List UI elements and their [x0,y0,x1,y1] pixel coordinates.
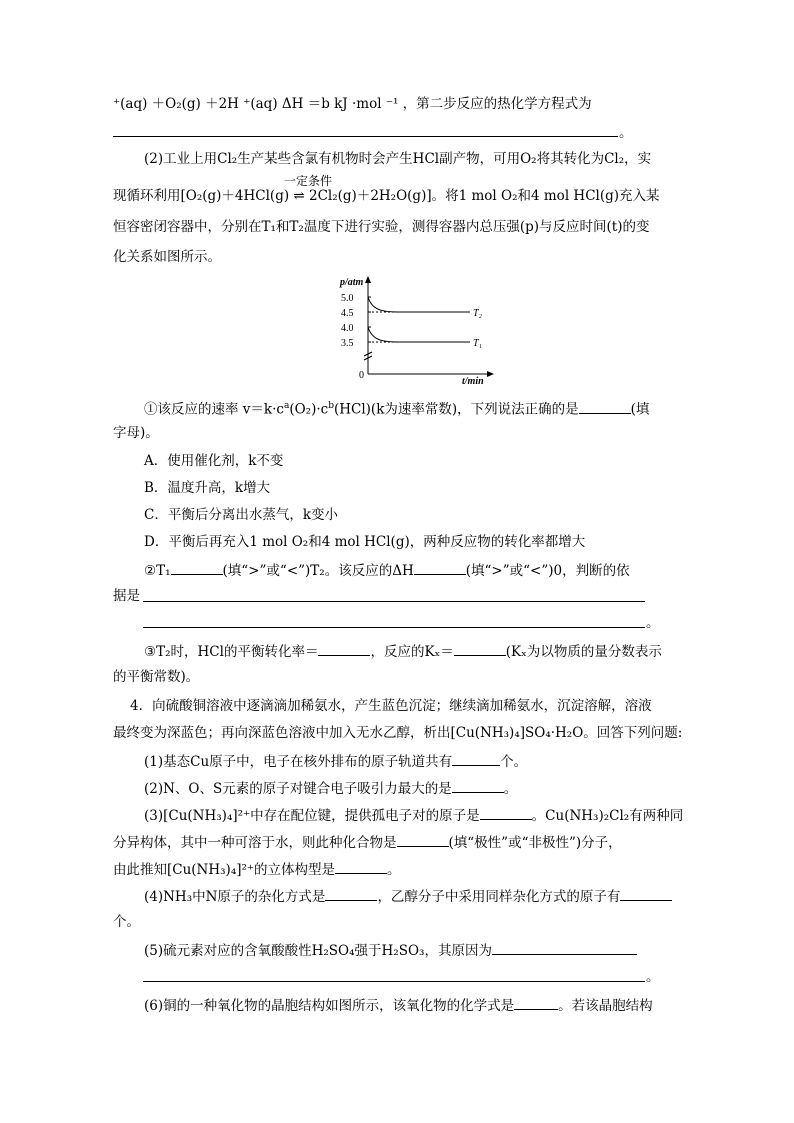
p4-q2-end: 。 [503,781,518,797]
q1-text-d: (填 [630,401,650,418]
y-tick-label: 4.5 [341,308,354,319]
q3-line1 [144,641,662,661]
p4-q1-end: 个。 [500,754,528,770]
option-c: C．平衡后分离出水蒸气，k变小 [144,507,339,523]
series-label: T₂ [473,308,483,319]
y-axis-label: p/atm [340,277,364,288]
q2-text-a: ②T₁ [144,563,171,579]
p4-q3-blank-3[interactable] [335,859,387,874]
q3-text-a: ③T₂时，HCl的平衡转化率＝ [144,644,319,660]
p4-q4-text-b: ，乙醇分子中采用同样杂化方式的原子有 [377,889,621,905]
q3-text-c: (Kₓ为以物质的量分数表示 [505,644,662,660]
p4-q3-text-e: 由此推知[Cu(NH₃)₄]²⁺的立体构型是 [113,862,336,878]
x-axis-arrow [487,371,494,377]
p4-q2-blank[interactable] [452,778,504,793]
answer-blank-equation[interactable] [113,136,618,137]
p4-q5-end: 。 [646,969,660,985]
p4-q3-text-a: (3)[Cu(NH₃)₄]²⁺中存在配位键，提供孤电子对的原子是 [144,808,480,824]
problem4-intro-1: 4．向硫酸铜溶液中逐滴滴加稀氨水，产生蓝色沉淀；继续滴加稀氨水，沉淀溶解，溶液 [130,698,652,714]
y-axis-arrow [365,276,371,283]
p4-q5-blank-1[interactable] [492,940,637,955]
q3-blank-2[interactable] [454,641,506,656]
option-d: D．平衡后再充入1 mol O₂和4 mol HCl(g)，两种反应物的转化率都增大 [144,534,586,550]
p4-q3-line2 [113,832,622,852]
option-b: B．温度升高，k增大 [144,480,271,496]
pressure-time-chart [330,272,500,392]
q1-line1: ①该反应的速率 $v=k\cdot c^a(O_2)\cdot c^b(HCl)(k$为速率常数)，下列说法正确的是 (填 [144,397,649,419]
q1-answer-blank[interactable] [579,399,631,414]
x-axis-label: t/min [462,376,484,387]
p4-q4-line1 [144,886,672,906]
p4-q6-text-b: 。若该晶胞结构 [558,998,653,1014]
p4-q4-blank-2[interactable] [620,886,672,901]
q1-text-a: ①该反应的速率 v＝k·c [144,401,284,418]
equation-line: ⁺(aq) ＋O₂(g) ＋2H ⁺(aq) ΔH ＝b kJ ·mol ⁻¹ ，第二步反应的热化学方程式为 [113,96,592,112]
p4-q3-text-b: 。Cu(NH₃)₂Cl₂有两种同 [531,808,684,824]
q2-text-b: (填“>”或“<”)T₂。该反应的ΔH [222,563,414,579]
q2-blank-2[interactable] [414,560,466,575]
q1-text-c: (HCl)(k为速率常数)，下列说法正确的是 [333,401,579,418]
y-tick-label: 5.0 [341,293,354,304]
p4-q3-line3 [113,859,401,879]
p4-q3-line1 [144,805,683,825]
q2-line1 [144,560,630,580]
part2-line4: 化关系如图所示。 [113,249,221,265]
series-label: T₁ [473,338,483,349]
p4-q2-text: (2)N、O、S元素的原子对键合电子吸引力最大的是 [144,781,452,797]
q3-line2: 的平衡常数)。 [113,669,200,685]
p4-q1 [144,751,527,771]
series-curve [368,297,470,312]
p4-q4-text-a: (4)NH₃中N原子的杂化方式是 [144,889,326,905]
series-curve [368,327,470,342]
part2-line2: 现循环利用[O₂(g)＋4HCl(g) ⇌ 2Cl₂(g)＋2H₂O(g)]。将1 mol O₂和4 mol HCl(g)充入某 [113,188,660,204]
p4-q4-blank-1[interactable] [325,886,377,901]
part2-line3: 恒容密闭容器中，分别在T₁和T₂温度下进行实验，测得容器内总压强(p)与反应时间(t)的变 [113,219,650,235]
reaction-condition: 一定条件 [284,174,333,188]
p4-q5-line1 [144,940,637,960]
origin-label: 0 [359,370,364,381]
option-a: A．使用催化剂，k不变 [144,453,284,469]
p4-q4-line2: 个。 [113,914,140,930]
p4-q3-blank-1[interactable] [480,805,532,820]
q2-line2: 据是 [113,588,140,604]
p4-q3-text-f: 。 [387,862,401,878]
problem4-intro-2: 最终变为深蓝色；再向深蓝色溶液中加入无水乙醇，析出[Cu(NH₃)₄]SO₄·H₂O。回答下列问题: [113,725,683,741]
p4-q3-blank-2[interactable] [397,832,449,847]
p4-q2 [144,778,517,798]
end-mark: 。 [619,125,633,141]
part2-line1: (2)工业上用Cl₂生产某些含氯有机物时会产生HCl副产物，可用O₂将其转化为Cl₂，实 [144,151,652,167]
p4-q1-blank[interactable] [452,751,500,766]
p4-q5-blank-2[interactable] [143,981,645,982]
p4-q1-text: (1)基态Cu原子中，电子在核外排布的原子轨道共有 [144,754,453,770]
p4-q5-text: (5)硫元素对应的含氧酸酸性H₂SO₄强于H₂SO₃，其原因为 [144,943,492,959]
p4-q3-text-d: (填“极性”或“非极性”)分子， [448,835,622,851]
q2-blank-1[interactable] [171,560,223,575]
q3-blank-1[interactable] [318,641,370,656]
q2-end: 。 [646,615,660,631]
q2-text-c: (填“>”或“<”)0，判断的依 [465,563,630,579]
q1-line2: 字母)。 [113,425,159,441]
p4-q6-blank[interactable] [514,995,558,1010]
q2-reason-blank-1[interactable] [143,601,645,602]
p4-q6-text-a: (6)铜的一种氧化物的晶胞结构如图所示，该氧化物的化学式是 [144,998,515,1014]
y-tick-label: 4.0 [341,323,354,334]
p4-q6 [144,995,653,1015]
q1-text-b: (O₂)·c [289,401,329,418]
y-tick-label: 3.5 [341,338,354,349]
q3-text-b: ，反应的Kₓ＝ [370,644,454,660]
q2-reason-blank-2[interactable] [143,627,645,628]
p4-q3-text-c: 分异构体，其中一种可溶于水，则此种化合物是 [113,835,397,851]
